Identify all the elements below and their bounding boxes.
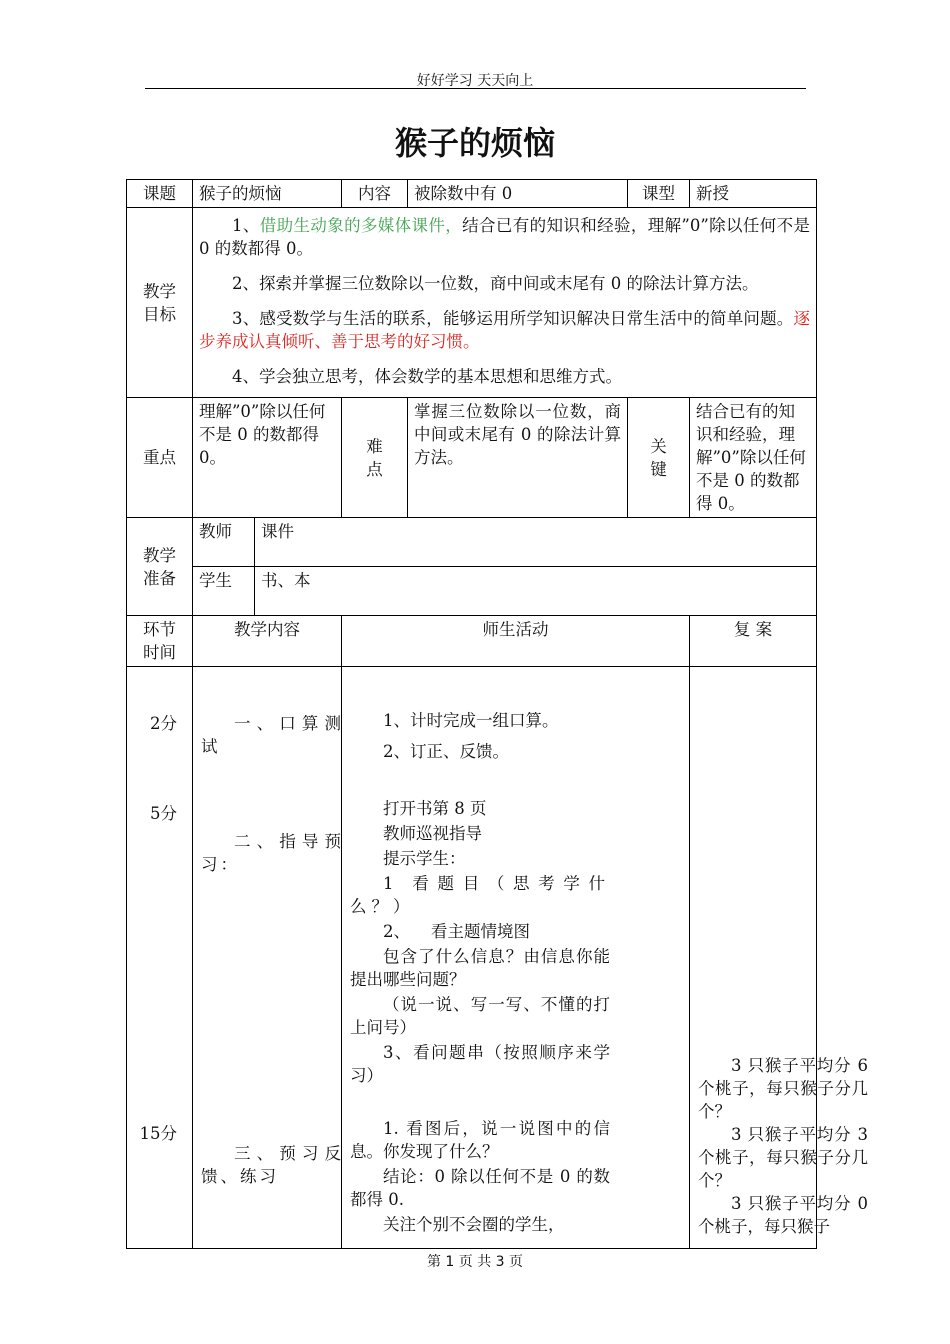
col-activity: 师生活动: [342, 616, 690, 667]
goal4: 4、学会独立思考，体会数学的基本思想和思维方式。: [232, 367, 622, 386]
value-difficulty: 掌握三位数除以一位数，商中间或末尾有 0 的除法计算方法。: [408, 398, 628, 518]
label-difficulty: 难点: [342, 398, 408, 518]
label-teacher: 教师: [193, 518, 255, 567]
col-time: 环节时间: [127, 616, 193, 667]
activity-2: 打开书第 8 页 教师巡视指导 提示学生： 1 看题目（思考学什么？） 2、 看主题情境图 包含了什么信息？由信息你能提出哪些问题？ （说一说、写一写、不懂的打上问号） 3、看问题串（按照顺序来学习）: [350, 799, 610, 1085]
label-key: 关键: [628, 398, 690, 518]
time-3: 15分: [139, 1124, 177, 1143]
content-2: 二、指导预习：: [201, 832, 344, 874]
value-type: 新授: [690, 180, 817, 208]
goal2: 2、探索并掌握三位数除以一位数，商中间或末尾有 0 的除法计算方法。: [232, 274, 759, 293]
page-header: 好好学习 天天向上: [416, 73, 534, 89]
header-rule: [145, 88, 806, 89]
label-goals: 教学目标: [127, 208, 193, 398]
label-content: 内容: [342, 180, 408, 208]
value-content: 被除数中有 0: [408, 180, 628, 208]
value-key-point: 理解”0”除以任何不是 0 的数都得 0。: [193, 398, 342, 518]
activity-3: 1. 看图后，说一说图中的信息。你发现了什么？ 结论：0 除以任何不是 0 的数都得 0. 关注个别不会圈的学生，: [350, 1119, 610, 1234]
notes-cell: [690, 667, 868, 1249]
time-1: 2分: [150, 714, 177, 733]
value-key: 结合已有的知识和经验，理解”0”除以任何不是 0 的数都得 0。: [690, 398, 817, 518]
label-prep: 教学准备: [127, 518, 193, 616]
value-topic: 猴子的烦恼: [193, 180, 342, 208]
activity-1: 1、计时完成一组口算。 2、订正、反馈。: [383, 711, 559, 761]
time-2: 5分: [150, 804, 177, 823]
label-type: 课型: [628, 180, 690, 208]
goal3-highlight: 逐步养成认真倾听、善于思考的好习惯。: [199, 309, 810, 351]
label-student: 学生: [193, 567, 255, 616]
content-1: 一、口算测试: [201, 714, 344, 756]
value-student: 书、本: [255, 567, 817, 616]
label-topic: 课题: [127, 180, 193, 208]
page-footer: 第 1 页 共 3 页: [426, 1254, 524, 1270]
page-title: 猴子的烦恼: [394, 124, 555, 162]
goals-text: 1、借助生动象的多媒体课件，结合已有的知识和经验，理解”0”除以任何不是 0 的数都得 0。 2、探索并掌握三位数除以一位数，商中间或末尾有 0 的除法计算方法。 3、感受数学与生活的联系，能够运用所学知识解决日常生活中的简单问题。逐步养成认真倾听、善于思考的好习惯。 4、学会独立思考，体会数学的基本思想和思维方式。: [193, 208, 817, 398]
time-cell: [127, 667, 193, 1249]
value-teacher: 课件: [255, 518, 817, 567]
notes-list: 3 只猴子平均分 6 个桃子，每只猴子分几个？ 3 只猴子平均分 3 个桃子，每只猴子分几个？ 3 只猴子平均分 0 个桃子，每只猴子: [698, 1056, 868, 1236]
lesson-plan-table: [126, 179, 868, 1249]
goal1-highlight: 借助生动象的多媒体课件，: [259, 216, 463, 235]
col-notes: 复 案: [690, 616, 817, 667]
col-content: 教学内容: [193, 616, 342, 667]
label-key-point: 重点: [127, 398, 193, 518]
content-3: 三、预习反馈、练习: [201, 1144, 344, 1186]
activity-cell: [342, 667, 690, 1249]
content-cell: [193, 667, 342, 1249]
